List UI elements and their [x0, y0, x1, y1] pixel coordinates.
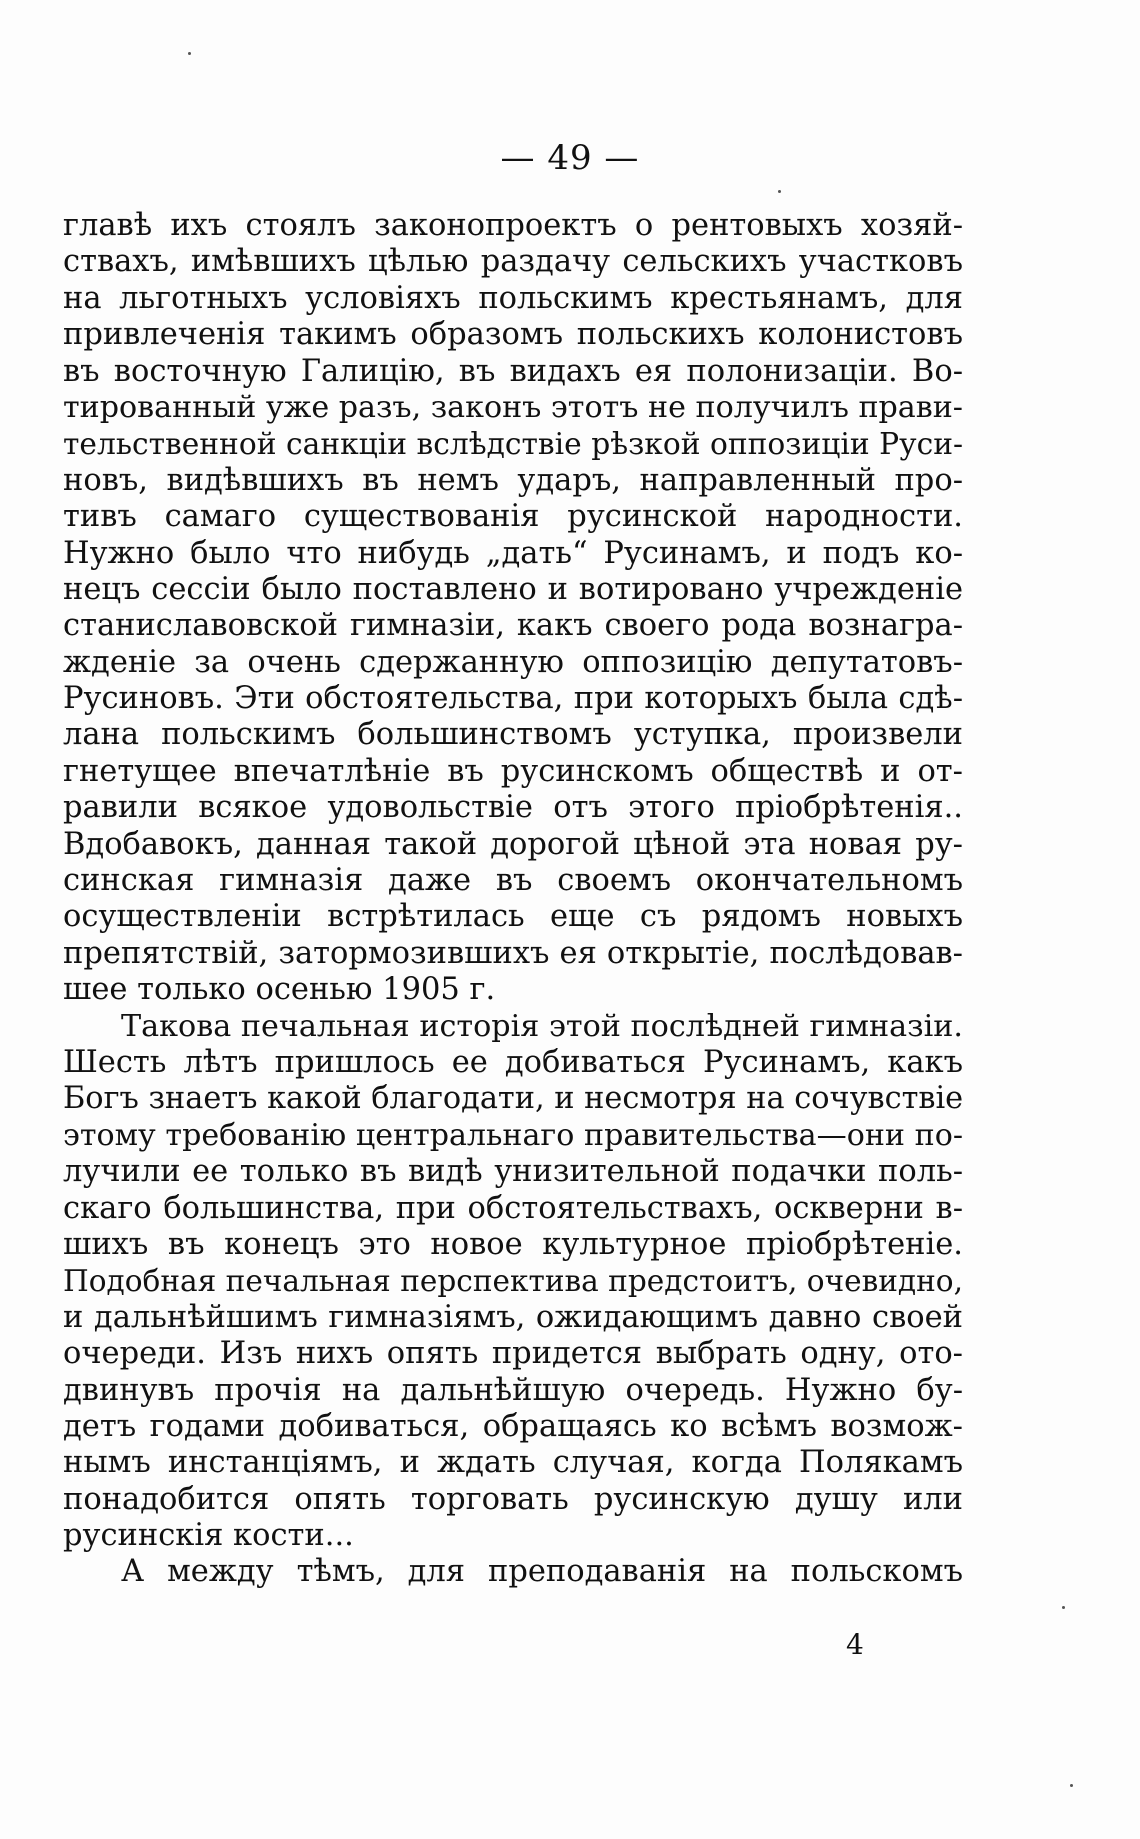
text-line: лучили ее только въ видѣ унизительной подачки поль- [63, 1154, 963, 1190]
text-line: понадобится опять торговать русинскую душу или [63, 1481, 963, 1517]
text-line: детъ годами добиваться, обращаясь ко всѣмъ возмож- [63, 1408, 963, 1444]
text-line: тивъ самаго существованія русинской народности. [63, 499, 963, 535]
text-line: Богъ знаетъ какой благодати, и несмотря на сочувствіе [63, 1081, 964, 1117]
text-line: осуществленіи встрѣтилась еще съ рядомъ новыхъ [63, 899, 963, 935]
signature-mark: 4 [846, 1628, 864, 1661]
paper-speck [778, 190, 781, 193]
text-line: и дальнѣйшимъ гимназіямъ, ожидающимъ давно своей [63, 1299, 963, 1335]
paper-speck [188, 52, 191, 55]
text-line: равили всякое удовольствіе отъ этого пріобрѣтенія.. [63, 790, 963, 826]
text-line: жденіе за очень сдержанную оппозицію депутатовъ- [63, 644, 963, 680]
text-line: препятствій, затормозившихъ ея открытіе, послѣдовав- [63, 935, 963, 971]
text-line: на льготныхъ условіяхъ польскимъ крестьянамъ, для [63, 280, 963, 316]
paper-speck [1070, 1784, 1073, 1787]
text-line: Подобная печальная перспектива предстоитъ, очевидно, [63, 1264, 963, 1299]
text-line: тированный уже разъ, законъ этотъ не получилъ прави- [63, 389, 963, 425]
text-line: лана польскимъ большинствомъ уступка, произвели [63, 717, 963, 753]
text-line: новъ, видѣвшихъ въ немъ ударъ, направленный про- [63, 462, 963, 498]
text-line: въ восточную Галицію, въ видахъ ея полонизаціи. Во- [63, 353, 963, 389]
text-line: станиславовской гимназіи, какъ своего рода вознагра- [63, 608, 963, 644]
text-line: Русиновъ. Эти обстоятельства, при которыхъ была сдѣ- [63, 681, 963, 717]
text-line: шее только осенью 1905 г. [63, 972, 496, 1008]
text-line: этому требованію центральнаго правительства—они по- [63, 1117, 963, 1153]
text-line: Нужно было что нибудь „дать“ Русинамъ, и подъ ко- [63, 535, 963, 571]
text-line: шихъ въ конецъ это новое культурное пріобрѣтеніе. [63, 1226, 963, 1262]
page-number: — 49 — [500, 138, 640, 178]
text-line: Вдобавокъ, данная такой дорогой цѣной эта новая ру- [63, 826, 963, 862]
text-line: главѣ ихъ стоялъ законопроектъ о рентовыхъ хозяй- [63, 208, 963, 243]
text-line: Такова печальная исторія этой послѣдней гимназіи. [121, 1008, 963, 1044]
text-line: нымъ инстанціямъ, и ждать случая, когда Полякамъ [63, 1445, 963, 1481]
text-line: гнетущее впечатлѣніе въ русинскомъ обществѣ и от- [63, 753, 963, 789]
text-line: очереди. Изъ нихъ опять придется выбрать одну, ото- [63, 1336, 963, 1372]
text-line: ствахъ, имѣвшихъ цѣлью раздачу сельскихъ участковъ [63, 244, 963, 280]
text-line: скаго большинства, при обстоятельствахъ, оскверни в- [63, 1190, 963, 1226]
text-line: двинувъ прочія на дальнѣйшую очередь. Нужно бу- [63, 1372, 963, 1408]
text-line: русинскія кости... [63, 1518, 354, 1554]
body-text [63, 208, 963, 1591]
text-line: Шесть лѣтъ пришлось ее добиваться Русинамъ, какъ [63, 1044, 963, 1080]
text-line: нецъ сессіи было поставлено и вотировано учрежденіе [63, 571, 963, 607]
text-line: синская гимназія даже въ своемъ окончательномъ [63, 863, 963, 899]
text-line: тельственной санкціи вслѣдствіе рѣзкой оппозиціи Руси- [63, 426, 963, 462]
text-line: А между тѣмъ, для преподаванія на польскомъ [121, 1554, 963, 1590]
paper-speck [1062, 1606, 1065, 1609]
text-line: привлеченія такимъ образомъ польскихъ колонистовъ [63, 317, 963, 353]
